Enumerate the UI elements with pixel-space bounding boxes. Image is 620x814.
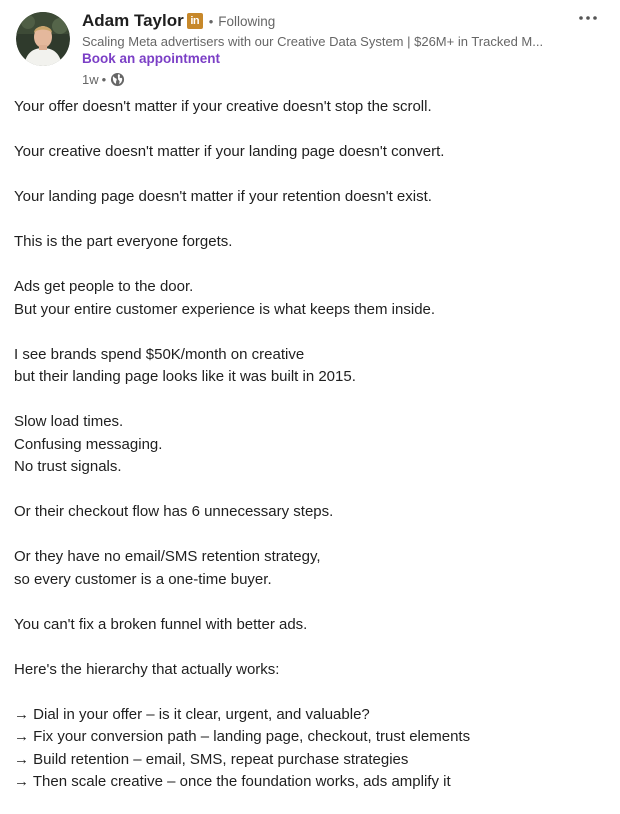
post-paragraph (14, 704, 610, 794)
separator-dot: • (208, 13, 214, 29)
post-timestamp: 1w (82, 71, 99, 87)
post-paragraph (14, 411, 610, 479)
post-text-line: but their landing page looks like it was built in 2015. (14, 368, 356, 385)
post-text-line: Your creative doesn't matter if your landing page doesn't convert. (14, 143, 445, 160)
post-text-line: → Fix your conversion path – landing page, checkout, trust elements (14, 728, 471, 745)
post-paragraph (14, 659, 610, 682)
post-text-line: so every customer is a one-time buyer. (14, 570, 272, 588)
post-header (0, 0, 620, 92)
author-headline: Scaling Meta advertisers with our Creative Data System | $26M+ in Tracked M... (82, 34, 544, 49)
profile-photo-icon (16, 12, 70, 66)
post-paragraph (14, 96, 610, 119)
book-appointment-link[interactable]: Book an appointment (82, 51, 220, 66)
post-text-line: Your offer doesn't matter if your creative doesn't stop the scroll. (14, 98, 432, 115)
post-meta (82, 70, 125, 88)
post-text-line: I see brands spend $50K/month on creative (14, 345, 305, 363)
post-text-line: → Then scale creative – once the foundation works, ads amplify it (14, 773, 451, 790)
post-paragraph (14, 501, 610, 524)
post-text-line: Here's the hierarchy that actually works: (14, 660, 280, 678)
post-text-line: Slow load times. (14, 413, 124, 430)
post-text-line: → Build retention – email, SMS, repeat purchase strategies (14, 750, 409, 768)
post-text-line: Or their checkout flow has 6 unnecessary steps. (14, 503, 334, 520)
post-paragraph (14, 141, 610, 164)
author-name-row (82, 10, 275, 32)
author-name[interactable]: Adam Taylor (82, 11, 184, 30)
post-paragraph (14, 276, 610, 321)
post-text-line: You can't fix a broken funnel with better ads. (14, 615, 308, 633)
post-text-line: Your landing page doesn't matter if your retention doesn't exist. (14, 188, 432, 205)
post-paragraph (14, 231, 610, 254)
more-options-icon (578, 15, 598, 21)
post-text-line: Ads get people to the door. (14, 278, 194, 295)
following-status[interactable]: Following (218, 13, 276, 29)
post-text-line: Or they have no email/SMS retention strategy, (14, 548, 321, 565)
more-options-button[interactable] (576, 8, 600, 28)
post-paragraph (14, 186, 610, 209)
post-body (14, 96, 610, 814)
post-text-line: This is the part everyone forgets. (14, 233, 233, 250)
post-text-line: → Dial in your offer – is it clear, urgent, and valuable? (14, 705, 370, 723)
post-text-line: Confusing messaging. (14, 435, 163, 453)
author-avatar[interactable] (16, 12, 70, 66)
post-text-line: No trust signals. (14, 458, 122, 475)
meta-separator: • (101, 71, 107, 87)
post-paragraph (14, 614, 610, 637)
post-paragraph (14, 546, 610, 591)
post-paragraph (14, 344, 610, 389)
globe-icon (110, 72, 125, 87)
linkedin-premium-badge-icon: in (187, 13, 203, 29)
post-text-line: But your entire customer experience is what keeps them inside. (14, 300, 436, 318)
